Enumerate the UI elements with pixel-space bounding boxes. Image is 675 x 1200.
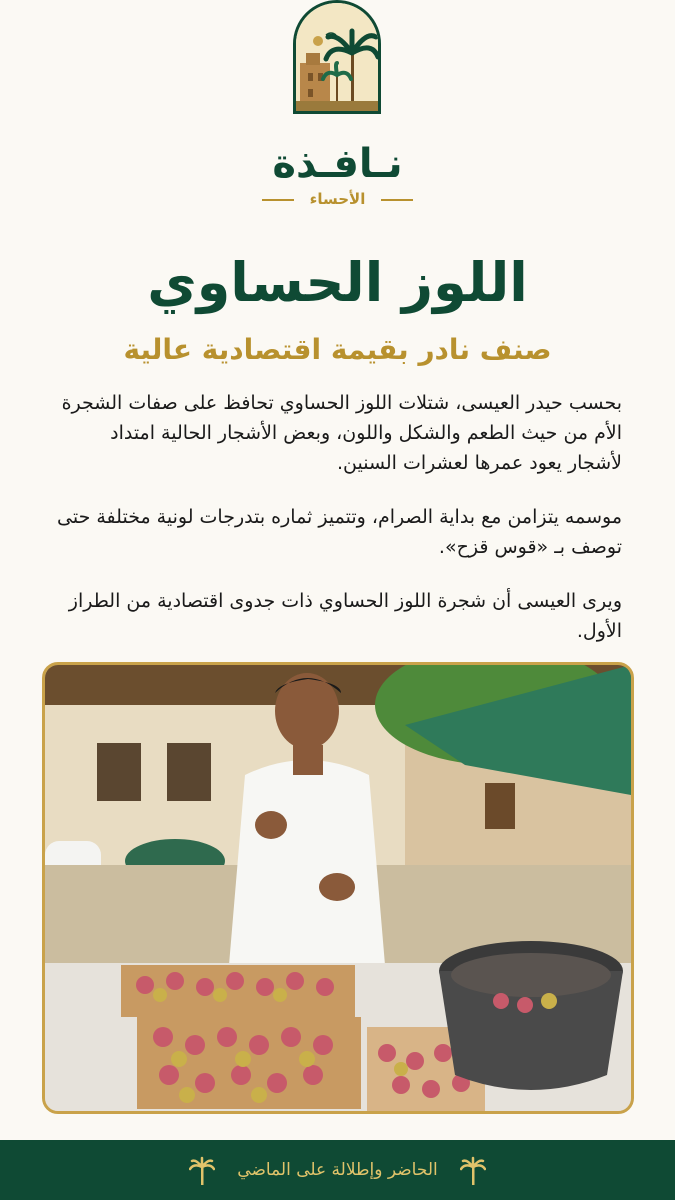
brand-region (0, 190, 675, 208)
palm-tree-icon (460, 1155, 486, 1185)
feature-photo (42, 662, 634, 1114)
paragraph: موسمه يتزامن مع بداية الصرام، وتتميز ثماره بتدرجات لونية مختلفة حتى توصف بـ «قوس قزح». (57, 506, 622, 558)
logo-arch (293, 0, 381, 114)
page-subtitle: صنف نادر بقيمة اقتصادية عالية (123, 333, 552, 366)
brand-name: نـافـذة (272, 141, 403, 187)
footer-bar (0, 1140, 675, 1200)
photo-scene (45, 665, 631, 1111)
palm-tree-icon (189, 1155, 215, 1185)
paragraph: بحسب حيدر العيسى، شتلات اللوز الحساوي تحافظ على صفات الشجرة الأم من حيث الطعم والشكل واللون، وبعض الأشجار الحالية امتداد لأشجار يعود عمرها لعشرات السنين. (61, 392, 622, 474)
paragraph: ويرى العيسى أن شجرة اللوز الحساوي ذات جدوى اقتصادية من الطراز الأول. (68, 590, 622, 642)
divider (381, 199, 413, 201)
logo-illustration (296, 3, 378, 111)
bucket (439, 941, 623, 1090)
region-label: الأحساء (309, 190, 366, 208)
sun-icon (313, 36, 323, 46)
footer-tagline: الحاضر وإطلالة على الماضي (237, 1160, 438, 1180)
divider (262, 199, 294, 201)
page-title: اللوز الحساوي (147, 251, 528, 314)
